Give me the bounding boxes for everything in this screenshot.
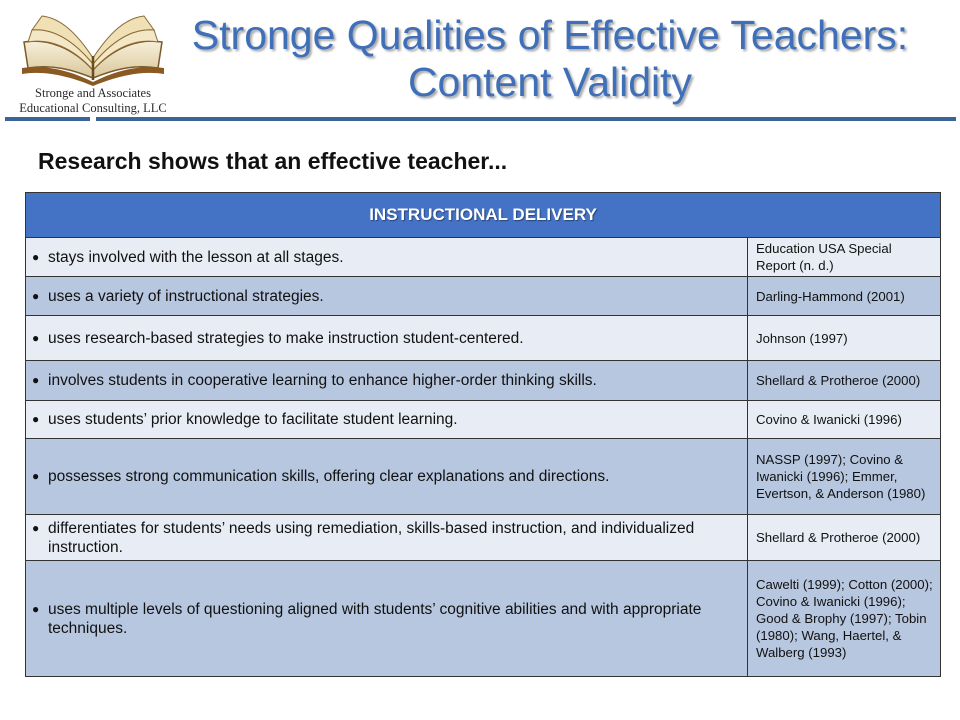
bullet-dot-icon: ●: [32, 373, 40, 387]
logo-line-2: Educational Consulting, LLC: [19, 101, 167, 115]
logo-line-1: Stronge and Associates: [35, 86, 151, 100]
header-rule-left: [5, 117, 90, 121]
quality-text: uses research-based strategies to make instruction student-centered.: [48, 329, 524, 347]
bullet-dot-icon: ●: [32, 412, 40, 426]
header-rule-right: [96, 117, 956, 121]
bullet-dot-icon: ●: [32, 601, 40, 616]
quality-cell: [26, 439, 748, 515]
source-cell: Shellard & Protheroe (2000): [748, 515, 941, 561]
source-cell: NASSP (1997); Covino & Iwanicki (1996); Emmer, Evertson, & Anderson (1980): [748, 439, 941, 515]
quality-text: uses students’ prior knowledge to facilitate student learning.: [48, 411, 458, 428]
bullet-dot-icon: ●: [32, 288, 40, 303]
slide-subtitle: Research shows that an effective teacher...: [38, 148, 508, 174]
source-cell: Darling-Hammond (2001): [748, 277, 941, 316]
table-row: [26, 439, 941, 515]
source-cell: Cawelti (1999); Cotton (2000); Covino & Iwanicki (1996); Good & Brophy (1997); Tobin (1980); Wang, Haertel, & Walberg (1993): [748, 561, 941, 677]
quality-cell: [26, 515, 748, 561]
table-row: [26, 561, 941, 677]
source-cell: Shellard & Protheroe (2000): [748, 361, 941, 401]
table-row: [26, 277, 941, 316]
bullet-dot-icon: ●: [32, 520, 40, 535]
quality-cell: [26, 316, 748, 361]
quality-cell: [26, 401, 748, 439]
quality-text: possesses strong communication skills, offering clear explanations and directions.: [48, 468, 610, 485]
quality-text: uses a variety of instructional strategies.: [48, 287, 324, 305]
quality-text: uses multiple levels of questioning aligned with students’ cognitive abilities and with appropriate techniques.: [48, 600, 702, 637]
quality-text: stays involved with the lesson at all stages.: [48, 248, 344, 266]
source-cell: Covino & Iwanicki (1996): [748, 401, 941, 439]
quality-cell: [26, 238, 748, 277]
open-book-icon: [18, 8, 168, 88]
quality-cell: [26, 277, 748, 316]
qualities-table: [25, 192, 941, 677]
company-logo: [8, 8, 178, 116]
table-header: INSTRUCTIONAL DELIVERY: [26, 193, 941, 238]
table-row: [26, 515, 941, 561]
slide-title: [160, 12, 940, 106]
table-row: [26, 361, 941, 401]
bullet-dot-icon: ●: [32, 330, 40, 345]
quality-cell: [26, 361, 748, 401]
source-cell: Johnson (1997): [748, 316, 941, 361]
quality-cell: [26, 561, 748, 677]
quality-text: involves students in cooperative learning to enhance higher-order thinking skills.: [48, 372, 597, 389]
bullet-dot-icon: ●: [32, 469, 40, 483]
table-row: [26, 401, 941, 439]
title-line-1: Stronge Qualities of Effective Teachers:: [191, 12, 909, 58]
quality-text: differentiates for students’ needs using remediation, skills-based instruction, and individualized instruction.: [48, 519, 695, 556]
source-cell: Education USA Special Report (n. d.): [748, 238, 941, 277]
table-row: [26, 238, 941, 277]
bullet-dot-icon: ●: [32, 249, 40, 264]
table-row: [26, 316, 941, 361]
title-line-2: Content Validity: [407, 59, 693, 105]
